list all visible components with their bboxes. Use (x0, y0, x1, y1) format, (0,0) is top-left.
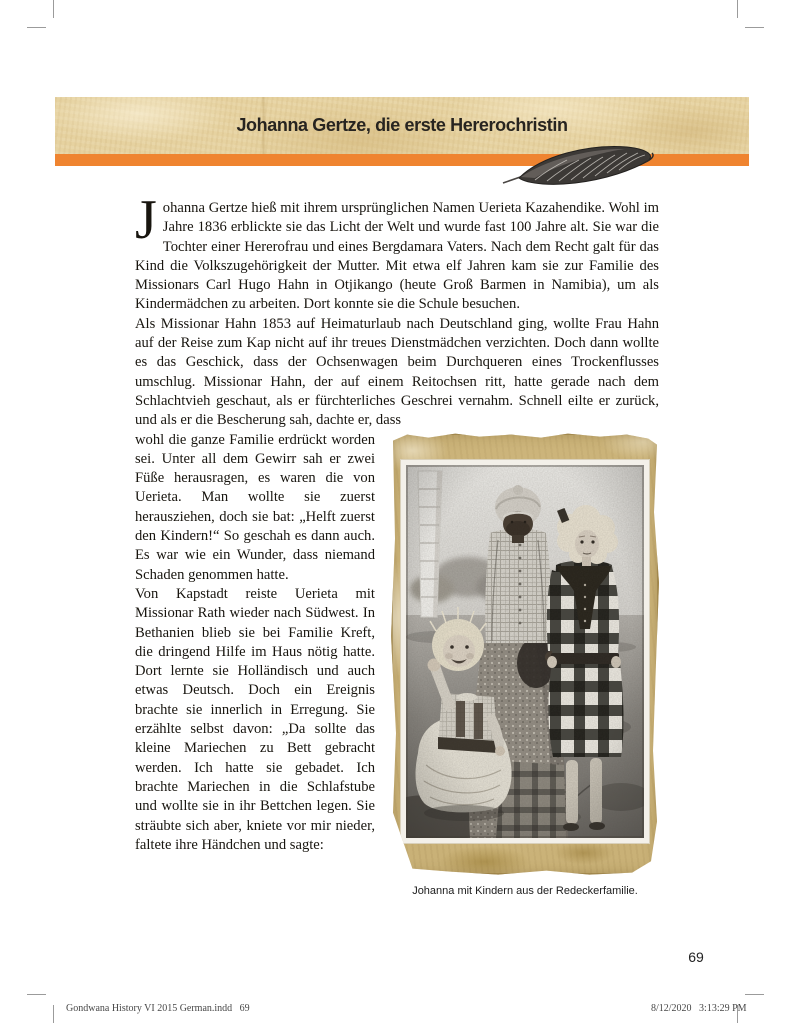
article-text (135, 189, 659, 901)
paragraph-3: Von Kapstadt reiste Uerieta mit Missionar Rath wieder nach Südwest. In Bethanien blieb sie bei Familie Kreft, die dringend Hilfe im Haus nötig hatte. Dort lernte sie Holländisch und auch etwas Deutsch. Doch ein Ereignis brachte sie innerlich in Erregung. Sie erzählte selbst davon: „Da sollte das kleine Mariechen zu Bett gebracht werden. Ich hatte sie gebadet. Ich brachte Mariechen in die Schlafstube und wollte sie in ihr Bettchen legen. Sie sträubte sich aber, kniete vor mir nieder, faltete ihre Händchen und sagte: (135, 585, 375, 853)
photo-caption: Johanna mit Kindern aus der Redeckerfamilie. (412, 884, 638, 897)
title-banner (55, 97, 749, 166)
page-number: 69 (688, 949, 704, 965)
crop-mark-top-left-h (27, 27, 46, 28)
page-title: Johanna Gertze, die erste Hererochristin (236, 115, 568, 135)
historic-photo (406, 465, 644, 838)
wrap-zone (135, 431, 659, 897)
quill-feather-icon (495, 136, 663, 190)
print-filename: Gondwana History VI 2015 German.indd 69 (66, 1003, 250, 1014)
crop-mark-bottom-left-v (53, 1005, 54, 1023)
crop-mark-bottom-left-h (27, 994, 46, 995)
paragraph-2-full: Als Missionar Hahn 1853 auf Heimaturlaub nach Deutschland ging, wollte Frau Hahn auf der Reise zum Kap nicht auf ihr treues Dienstmädchen verzichten. Doch dann wollte es das Geschick, dass der Ochsenwagen beim Durchqueren eines Trockenflusses umschlug. Missionar Hahn, der auf einem Reitochsen ritt, hatte gerade nach dem Schlachtvieh geschaut, als er fürchterliches Geschrei vernahm. Schnell eilte er zurück, und als er die Bescherung sah, dachte er, dass (135, 315, 659, 429)
paragraph-1 (135, 189, 659, 315)
photo-card (391, 433, 659, 875)
drop-cap: J (135, 189, 157, 251)
crop-mark-bottom-right-h (745, 994, 764, 995)
paragraph-1-text: ohanna Gertze hieß mit ihrem ursprünglichen Namen Uerieta Kazahendike. Wohl im Jahre 1836 erblickte sie das Licht der Welt und wurde fast 100 Jahre alt. Sie war die Tochter einer Hererofrau und eines Bergdamara Vaters. Nach dem Recht galt für das Kind die Volkszugehörigkeit der Mutter. Mit etwa elf Jahren kam sie zur Familie des Missionars Carl Hugo Hahn in Otjikango (heute Groß Barmen in Namibia), um als Kindermädchen zu arbeiten. Dort konnte sie die Schule besuchen. (135, 200, 659, 313)
print-timestamp: 8/12/2020 3:13:29 PM (651, 1003, 747, 1014)
photo-figure (391, 433, 659, 901)
paragraph-2-wrapped: wohl die ganze Familie erdrückt worden sei. Unter all dem Gewirr sah er zwei Füße herausragen, es waren die von Uerieta. Man wollte sie zuerst herausziehen, doch sie bat: „Helft zuerst den Kindern!“ So geschah es dann auch. Es war wie ein Wunder, dass niemand Schaden genommen hatte. (135, 431, 375, 583)
crop-mark-top-right-h (745, 27, 764, 28)
crop-mark-top-left-v (53, 0, 54, 18)
crop-mark-top-right-v (737, 0, 738, 18)
